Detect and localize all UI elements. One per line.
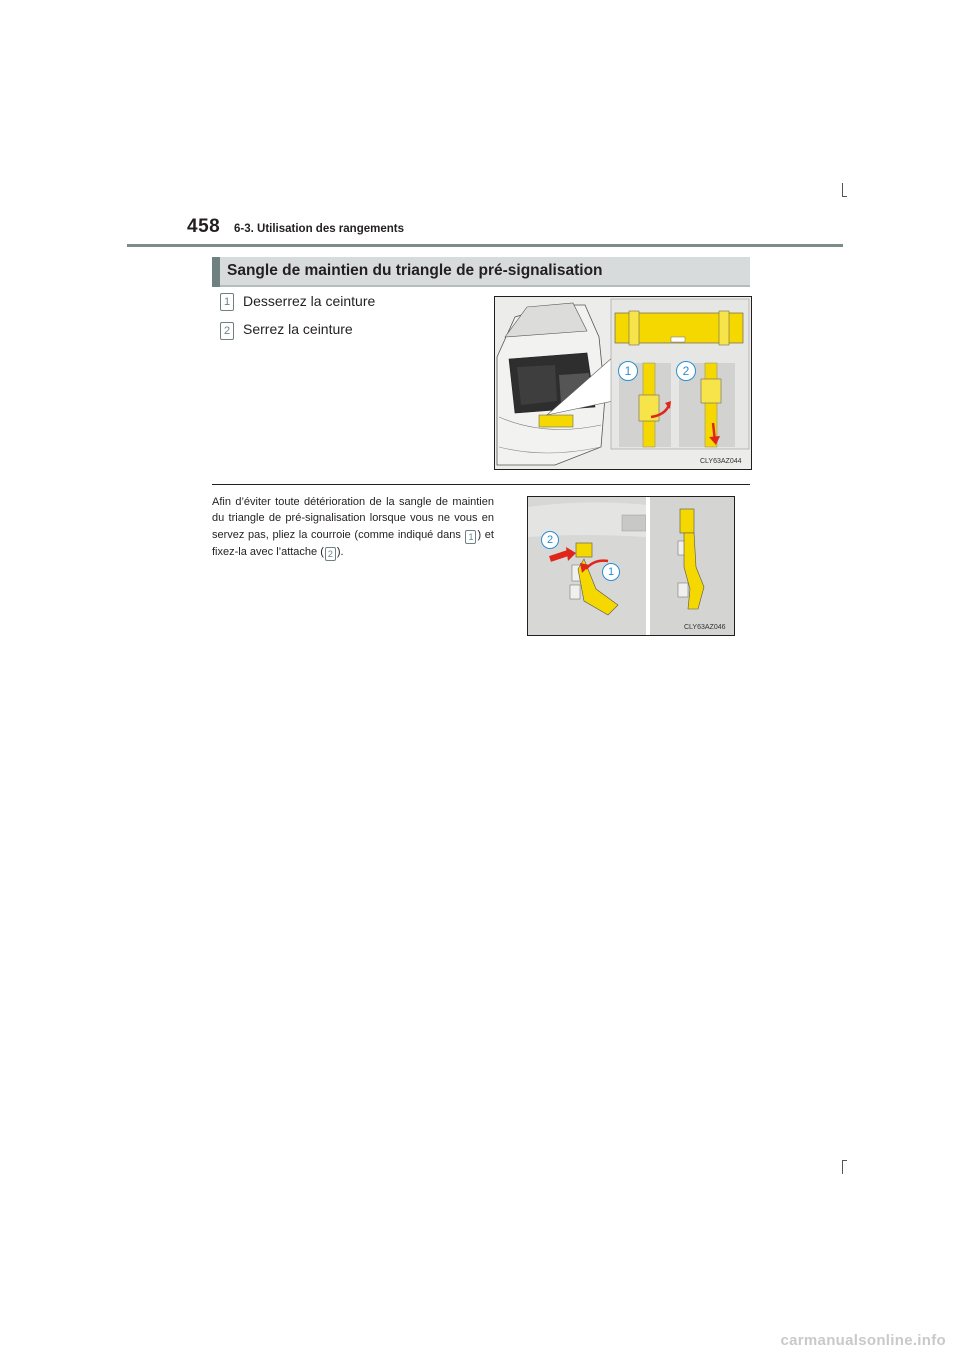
step-1-badge: 1 — [220, 293, 234, 311]
page-number: 458 — [187, 216, 221, 237]
crop-mark-top-foot — [842, 196, 847, 197]
crop-mark-bottom-foot — [842, 1160, 847, 1161]
step-2-text: Serrez la ceinture — [243, 321, 353, 337]
figure-strap-folding — [527, 496, 735, 636]
paragraph-text-before: Afin d’éviter toute détérioration de la sangle de maintien du triangle de pré-signalisation lorsque vous ne vous en servez pas, pliez la courroie (comme indiqué dans — [212, 496, 494, 541]
storage-paragraph — [212, 494, 494, 561]
paragraph-text-after: ). — [336, 545, 344, 558]
strap-folding-illustration — [528, 497, 734, 635]
heading-accent — [212, 257, 220, 287]
paragraph-ref-1: 1 — [465, 530, 476, 544]
header-rule — [127, 244, 843, 247]
figure2-callout-1: 1 — [602, 563, 620, 581]
crop-mark-bottom — [842, 1160, 843, 1174]
crop-mark-top — [842, 183, 843, 197]
section-title: 6-3. Utilisation des rangements — [234, 223, 404, 235]
section-divider — [212, 484, 750, 485]
figure2-callout-2: 2 — [541, 531, 559, 549]
step-2-badge: 2 — [220, 322, 234, 340]
figure-trunk-strap — [494, 296, 752, 470]
figure1-callout-1: 1 — [618, 361, 638, 381]
watermark: carmanualsonline.info — [780, 1332, 946, 1349]
section-heading — [212, 257, 750, 287]
paragraph-ref-2: 2 — [325, 547, 336, 561]
section-heading-text: Sangle de maintien du triangle de pré-signalisation — [227, 262, 603, 279]
figure2-code: CLY63AZ046 — [684, 624, 726, 631]
figure1-callout-2: 2 — [676, 361, 696, 381]
paragraph-text-middle: ) et fixez-la avec l’attache ( — [212, 528, 494, 558]
trunk-illustration — [495, 297, 751, 469]
step-1-text: Desserrez la ceinture — [243, 293, 376, 309]
figure1-code: CLY63AZ044 — [700, 458, 742, 465]
